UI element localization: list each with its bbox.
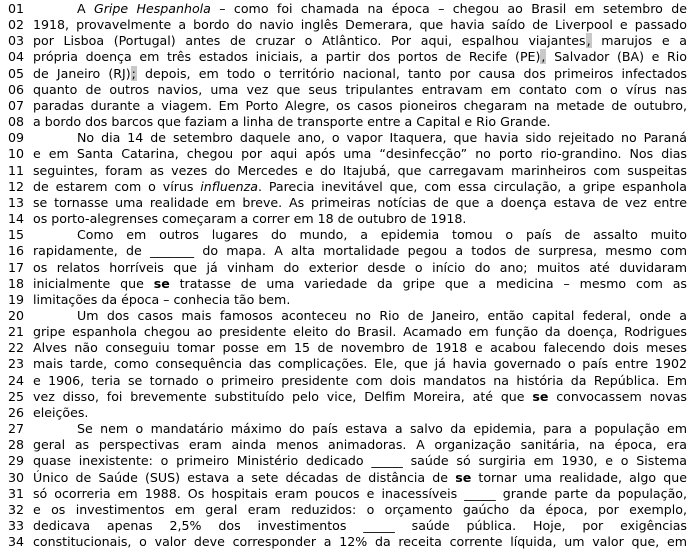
line-text bbox=[33, 324, 695, 340]
line-text bbox=[33, 130, 695, 146]
line-text bbox=[33, 518, 695, 534]
text-line bbox=[0, 324, 695, 340]
highlighted-punctuation: , bbox=[541, 49, 546, 65]
line-number: 31 bbox=[8, 485, 25, 501]
line-number: 20 bbox=[8, 307, 25, 323]
text-line bbox=[0, 82, 695, 98]
line-text bbox=[33, 308, 695, 324]
line-number: 17 bbox=[8, 259, 25, 275]
text-line bbox=[0, 534, 695, 550]
text-line bbox=[0, 243, 695, 259]
line-text bbox=[33, 82, 695, 98]
text-line bbox=[0, 308, 695, 324]
text-segment: Único de Saúde (SUS) estava a sete décadas de distância de bbox=[33, 469, 456, 485]
text-segment: só ocorreria em 1988. Os hospitais eram poucos e inacessíveis _____ grande parte da população, bbox=[33, 485, 687, 501]
bold-text: se bbox=[153, 275, 170, 291]
text-segment: Se nem o mandatário máximo do país estava a salvo da epidemia, para a população em bbox=[77, 421, 687, 437]
text-line bbox=[0, 405, 695, 421]
text-line bbox=[0, 453, 695, 469]
text-segment: constitucionais, o valor deve corresponder a 12% da receita corrente líquida, um valor que, em bbox=[33, 534, 687, 550]
text-line bbox=[0, 98, 695, 114]
line-text bbox=[33, 1, 695, 17]
line-number: 01 bbox=[8, 1, 25, 16]
text-line bbox=[0, 470, 695, 486]
text-segment: e os investimentos em geral eram reduzidos: o orçamento gaúcho da época, por exemplo, bbox=[33, 501, 687, 517]
line-number: 05 bbox=[8, 65, 25, 81]
text-line bbox=[0, 195, 695, 211]
text-line bbox=[0, 340, 695, 356]
line-number: 19 bbox=[8, 291, 25, 307]
text-line bbox=[0, 179, 695, 195]
text-line bbox=[0, 260, 695, 276]
line-text bbox=[33, 163, 695, 179]
text-segment: a bordo dos barcos que faziam a linha de transporte entre a Capital e Rio Grande. bbox=[33, 114, 551, 130]
line-text bbox=[33, 227, 695, 243]
line-number: 29 bbox=[8, 453, 25, 469]
line-number: 07 bbox=[8, 97, 25, 113]
line-text bbox=[33, 211, 695, 227]
text-segment: própria doença em três estados iniciais, a partir dos portos de Recife (PE) bbox=[33, 49, 541, 65]
line-text bbox=[33, 470, 695, 486]
text-segment: – como foi chamada na época – chegou ao Brasil em setembro de bbox=[210, 1, 687, 16]
text-segment: tornar uma realidade, algo que bbox=[471, 469, 687, 485]
text-line bbox=[0, 276, 695, 292]
text-line bbox=[0, 17, 695, 33]
line-number: 08 bbox=[8, 114, 25, 130]
line-text bbox=[33, 276, 695, 292]
line-text bbox=[33, 98, 695, 114]
text-line bbox=[0, 163, 695, 179]
line-number: 27 bbox=[8, 421, 25, 437]
line-text bbox=[33, 49, 695, 65]
line-number: 30 bbox=[8, 469, 25, 485]
text-line bbox=[0, 389, 695, 405]
text-segment: Como em outros lugares do mundo, a epidemia tomou o país de assalto muito bbox=[77, 227, 687, 243]
text-line bbox=[0, 502, 695, 518]
text-segment: . Parecia inevitável que, com essa circulação, a gripe espanhola bbox=[257, 178, 687, 194]
text-segment: A bbox=[77, 1, 94, 16]
line-number: 33 bbox=[8, 518, 25, 533]
text-segment: depois, em todo o território nacional, tanto por causa dos primeiros infectados bbox=[136, 65, 687, 81]
text-segment: os relatos horríveis que já vinham do exterior desde o início do ano; muitos até duvidaram bbox=[33, 259, 687, 275]
line-number: 18 bbox=[8, 275, 25, 291]
line-text bbox=[33, 421, 695, 437]
line-text bbox=[33, 33, 695, 49]
text-segment: Alves não conseguiu tomar posse em 15 de novembro de 1918 e acabou falecendo dois meses bbox=[33, 340, 687, 356]
line-number: 10 bbox=[8, 146, 25, 162]
line-text bbox=[33, 292, 695, 308]
text-line bbox=[0, 1, 695, 17]
text-line bbox=[0, 146, 695, 162]
line-number: 24 bbox=[8, 372, 25, 388]
text-segment: 1918, provavelmente a bordo do navio inglês Demerara, que havia saído de Liverpool e passado bbox=[33, 17, 687, 33]
line-number: 28 bbox=[8, 437, 25, 453]
highlighted-punctuation: ; bbox=[131, 65, 136, 81]
text-line bbox=[0, 227, 695, 243]
line-number: 34 bbox=[8, 534, 25, 550]
text-segment: quase inexistente: o primeiro Ministério dedicado _____ saúde só surgiria em 1930, e o Sistema bbox=[33, 453, 687, 469]
italic-text: Gripe Hespanhola bbox=[93, 1, 211, 16]
text-segment: de Janeiro (RJ) bbox=[33, 65, 131, 81]
line-text bbox=[33, 373, 695, 389]
text-segment: marujos e a bbox=[591, 33, 687, 49]
line-text bbox=[33, 114, 695, 130]
line-text bbox=[33, 17, 695, 33]
line-text bbox=[33, 146, 695, 162]
line-number: 14 bbox=[8, 211, 25, 227]
line-number: 15 bbox=[8, 227, 25, 243]
line-text bbox=[33, 534, 695, 550]
text-segment: rapidamente, de _______ do mapa. A alta mortalidade pegou a todos de surpresa, mesmo com bbox=[33, 243, 687, 259]
text-segment: Um dos casos mais famosos aconteceu no Rio de Janeiro, então capital federal, onde a bbox=[77, 307, 687, 323]
line-text bbox=[33, 179, 695, 195]
line-number: 13 bbox=[8, 194, 25, 210]
line-number: 23 bbox=[8, 356, 25, 372]
text-segment: paradas durante a viagem. Em Porto Alegre, os casos pioneiros chegaram na metade de outubro, bbox=[33, 97, 687, 113]
line-text bbox=[33, 453, 695, 469]
text-line bbox=[0, 33, 695, 49]
bold-text: se bbox=[455, 469, 472, 485]
text-segment: e 1906, teria se tornado o primeiro presidente com dois mandatos na história da República. Em bbox=[33, 372, 687, 388]
text-line bbox=[0, 518, 695, 534]
text-line bbox=[0, 130, 695, 146]
line-number: 03 bbox=[8, 33, 25, 49]
line-number: 32 bbox=[8, 501, 25, 517]
text-line bbox=[0, 356, 695, 372]
line-number: 16 bbox=[8, 243, 25, 259]
line-number: 04 bbox=[8, 49, 25, 65]
line-text bbox=[33, 356, 695, 372]
line-number: 12 bbox=[8, 178, 25, 194]
text-line bbox=[0, 292, 695, 308]
text-line bbox=[0, 373, 695, 389]
line-text bbox=[33, 502, 695, 518]
line-number: 21 bbox=[8, 324, 25, 340]
text-segment: se tornasse uma realidade em breve. As primeiras notícias de que a doença estava de vez entre bbox=[33, 194, 687, 210]
line-text bbox=[33, 437, 695, 453]
line-text bbox=[33, 340, 695, 356]
text-segment: seguintes, foram as vezes do Mercedes e do Itajubá, que carregavam marinheiros com suspeitas bbox=[33, 162, 687, 178]
line-text bbox=[33, 486, 695, 502]
line-text bbox=[33, 405, 695, 421]
document-text bbox=[0, 1, 695, 550]
line-number: 02 bbox=[8, 17, 25, 33]
line-number: 06 bbox=[8, 81, 25, 97]
text-line bbox=[0, 49, 695, 65]
text-line bbox=[0, 486, 695, 502]
text-segment: inicialmente que bbox=[33, 275, 154, 291]
bold-text: se bbox=[532, 388, 549, 404]
line-text bbox=[33, 66, 695, 82]
text-segment: por Lisboa (Portugal) antes de cruzar o Atlântico. Por aqui, espalhou viajantes bbox=[33, 33, 586, 49]
text-segment: gripe espanhola chegou ao presidente eleito do Brasil. Acamado em função da doença, Rodrigues bbox=[33, 324, 687, 340]
line-number: 22 bbox=[8, 340, 25, 356]
line-number: 11 bbox=[8, 162, 25, 178]
text-segment: os porto-alegrenses começaram a correr em 18 de outubro de 1918. bbox=[33, 211, 467, 227]
text-segment: Salvador (BA) e Rio bbox=[546, 49, 687, 65]
line-text bbox=[33, 195, 695, 211]
text-segment: quanto de outros navios, uma vez que seus tripulantes entravam em contato com o vírus nas bbox=[33, 81, 687, 97]
highlighted-punctuation: , bbox=[586, 33, 591, 49]
italic-text: influenza bbox=[200, 178, 258, 194]
text-segment: limitações da época – conhecia tão bem. bbox=[33, 291, 291, 307]
line-number: 25 bbox=[8, 388, 25, 404]
line-text bbox=[33, 243, 695, 259]
text-segment: mais tarde, como consequência das complicações. Ele, que já havia governado o país entre 1902 bbox=[33, 356, 687, 372]
text-segment: convocassem novas bbox=[548, 388, 687, 404]
text-segment: eleições. bbox=[33, 404, 89, 420]
text-line bbox=[0, 66, 695, 82]
text-segment: No dia 14 de setembro daquele ano, o vapor Itaquera, que havia sido rejeitado no Paraná bbox=[77, 130, 687, 146]
line-number: 09 bbox=[8, 130, 25, 146]
text-segment: dedicava apenas 2,5% dos investimentos _____ saúde pública. Hoje, por exigências bbox=[33, 518, 687, 533]
line-number: 26 bbox=[8, 404, 25, 420]
text-segment: e em Santa Catarina, chegou por aqui após uma “desinfecção” no porto rio-grandino. Nos dias bbox=[33, 146, 687, 162]
text-segment: geral as perspectivas eram ainda menos animadoras. A organização sanitária, na época, era bbox=[33, 437, 687, 453]
text-segment: tratasse de uma variedade da gripe que a medicina – mesmo com as bbox=[169, 275, 687, 291]
text-segment: de estarem com o vírus bbox=[33, 178, 201, 194]
text-line bbox=[0, 114, 695, 130]
text-line bbox=[0, 211, 695, 227]
line-text bbox=[33, 389, 695, 405]
text-segment: vez disso, foi brevemente substituído pelo vice, Delfim Moreira, até que bbox=[33, 388, 533, 404]
line-text bbox=[33, 260, 695, 276]
text-line bbox=[0, 437, 695, 453]
text-line bbox=[0, 421, 695, 437]
